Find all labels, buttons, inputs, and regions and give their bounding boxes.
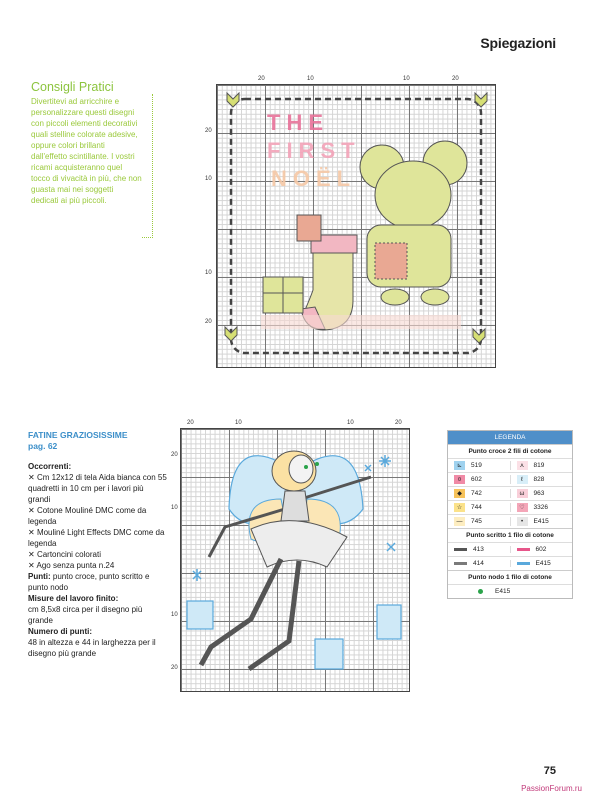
legend-code: 744 bbox=[471, 504, 482, 511]
chart2-tick-left-2: 10 bbox=[171, 505, 178, 511]
chart1-tick-top-3: 10 bbox=[403, 76, 410, 82]
legend-cell bbox=[448, 503, 510, 512]
legend-cell bbox=[510, 546, 573, 553]
stitch-symbol: ω bbox=[517, 489, 528, 498]
stitch-count-value: 48 in altezza e 44 in larghezza per il disegno più grande bbox=[28, 638, 156, 658]
stitch-symbol: • bbox=[517, 517, 528, 526]
legend-row bbox=[448, 542, 572, 556]
watermark: PassionForum.ru bbox=[521, 784, 582, 793]
legend-cell bbox=[448, 461, 510, 470]
legend-cell bbox=[510, 461, 573, 470]
legend-code: 602 bbox=[471, 476, 482, 483]
stitch-symbol: ⋏ bbox=[517, 461, 528, 470]
tips-border bbox=[142, 94, 153, 238]
legend-section-knot: Punto nodo 1 filo di cotone bbox=[448, 570, 572, 584]
legend-row bbox=[448, 458, 572, 472]
legend-code: 3326 bbox=[533, 504, 548, 511]
size-value: cm 8,5x8 circa per il disegno più grande bbox=[28, 605, 143, 625]
page-number: 75 bbox=[543, 765, 556, 777]
backstitch-symbol bbox=[454, 562, 467, 565]
chart1-tick-left-2: 10 bbox=[205, 176, 212, 182]
legend-code: 413 bbox=[473, 546, 484, 553]
pattern-text-line3: NOËL bbox=[271, 166, 357, 191]
stitch-symbol: — bbox=[454, 517, 465, 526]
knot-symbol bbox=[478, 589, 483, 594]
stitch-symbol: ◆ bbox=[454, 489, 465, 498]
legend-cell bbox=[510, 489, 573, 498]
cross-stitch-chart-fairy bbox=[180, 428, 410, 692]
legend-cell bbox=[448, 517, 510, 526]
fairy-pattern-art bbox=[181, 429, 409, 691]
tips-title: Consigli Pratici bbox=[31, 80, 114, 94]
pattern-info bbox=[28, 430, 168, 659]
chart2-tick-top-1: 20 bbox=[187, 420, 194, 426]
pattern-text-line1: THE bbox=[267, 110, 329, 135]
stitch-symbol: ⊾ bbox=[454, 461, 465, 470]
stitches-row: Punti: punto croce, punto scritto e punto nodo bbox=[28, 572, 150, 592]
chart1-tick-left-4: 20 bbox=[205, 319, 212, 325]
cross-stitch-chart-mouse bbox=[216, 84, 496, 368]
legend-cell bbox=[510, 503, 573, 512]
legend-row bbox=[448, 514, 572, 528]
chart1-tick-top-2: 10 bbox=[307, 76, 314, 82]
pattern-text-art bbox=[267, 109, 361, 193]
stitch-count-label: Numero di punti: bbox=[28, 627, 92, 636]
backstitch-symbol bbox=[454, 548, 467, 551]
materials-item-3: ✕ Mouliné Light Effects DMC come da legenda bbox=[28, 528, 165, 548]
materials-item-2: ✕ Cotone Mouliné DMC come da legenda bbox=[28, 506, 147, 526]
legend-cell bbox=[448, 546, 510, 553]
chart1-tick-top-1: 20 bbox=[258, 76, 265, 82]
materials-item-4: ✕ Cartoncini colorati bbox=[28, 550, 101, 559]
chart2-tick-top-2: 10 bbox=[235, 420, 242, 426]
chart2-tick-top-3: 10 bbox=[347, 420, 354, 426]
page-section-title: Spiegazioni bbox=[480, 35, 556, 51]
stitch-symbol: ¤ bbox=[454, 475, 465, 484]
size-label: Misure del lavoro finito: bbox=[28, 594, 119, 603]
chart2-tick-top-4: 20 bbox=[395, 420, 402, 426]
stitch-symbol: ☆ bbox=[454, 503, 465, 512]
legend-cell bbox=[448, 489, 510, 498]
tips-box bbox=[31, 80, 153, 238]
legend-section-cross: Punto croce 2 fili di cotone bbox=[448, 444, 572, 458]
legend-code: 963 bbox=[533, 490, 545, 497]
chart1-tick-left-1: 20 bbox=[205, 128, 212, 134]
legend-code: E415 bbox=[535, 560, 551, 567]
legend-cell bbox=[448, 560, 510, 567]
stitch-symbol: ℓ bbox=[517, 475, 528, 484]
legend-row bbox=[448, 584, 572, 598]
legend-code: 414 bbox=[473, 560, 484, 567]
legend-title: LEGENDA bbox=[448, 431, 572, 444]
legend-code: 602 bbox=[535, 546, 547, 553]
chart2-tick-left-3: 10 bbox=[171, 612, 178, 618]
pattern-title: FATINE GRAZIOSISSIME bbox=[28, 430, 128, 440]
legend-cell bbox=[510, 560, 573, 567]
legend-cell bbox=[510, 475, 573, 484]
legend-code: E415 bbox=[533, 518, 549, 525]
legend-cell bbox=[448, 588, 572, 595]
chart2-tick-left-1: 20 bbox=[171, 452, 178, 458]
legend-row bbox=[448, 500, 572, 514]
legend-cell bbox=[448, 475, 510, 484]
legend-table bbox=[447, 430, 573, 599]
pattern-page-ref: pag. 62 bbox=[28, 441, 58, 451]
chart1-tick-top-4: 20 bbox=[452, 76, 459, 82]
legend-code: 828 bbox=[533, 476, 545, 483]
pattern-text-line2: FIRST bbox=[267, 138, 361, 163]
chart1-tick-left-3: 10 bbox=[205, 270, 212, 276]
backstitch-symbol bbox=[517, 562, 530, 565]
materials-label: Occorrenti: bbox=[28, 462, 72, 471]
legend-code: 745 bbox=[471, 518, 482, 525]
legend-section-backstitch: Punto scritto 1 filo di cotone bbox=[448, 528, 572, 542]
backstitch-symbol bbox=[517, 548, 530, 551]
legend-code: 742 bbox=[471, 490, 482, 497]
materials-item-1: ✕ Cm 12x12 di tela Aida bianca con 55 quadretti in 10 cm per i lavori più grandi bbox=[28, 473, 167, 504]
legend-row bbox=[448, 472, 572, 486]
chart2-tick-left-4: 20 bbox=[171, 665, 178, 671]
legend-code: 519 bbox=[471, 462, 482, 469]
stitch-symbol: ♡ bbox=[517, 503, 528, 512]
legend-row bbox=[448, 486, 572, 500]
legend-code: 819 bbox=[533, 462, 545, 469]
legend-code: E415 bbox=[495, 588, 511, 595]
materials-item-5: ✕ Ago senza punta n.24 bbox=[28, 561, 115, 570]
legend-row bbox=[448, 556, 572, 570]
tips-body: Divertitevi ad arricchire e personalizzare questi disegni con piccoli elementi decorativi quali stelline colorate adesive, oppure colori brillanti dall'effetto scintillante. I vostri ricami acquisteranno quel tocco di vivacità in più, che non guasta mai nei soggetti dedicati ai più piccoli. bbox=[31, 97, 142, 205]
legend-cell bbox=[510, 517, 573, 526]
